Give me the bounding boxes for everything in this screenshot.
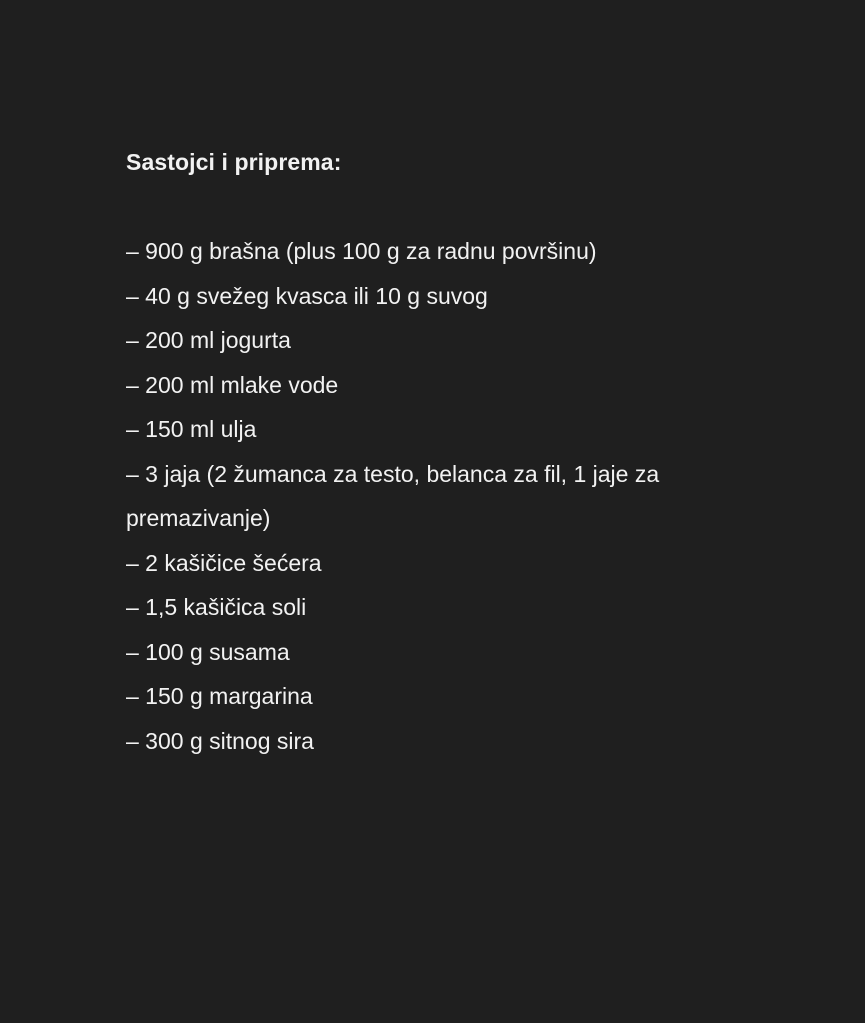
ingredient-item: – 150 ml ulja xyxy=(126,416,257,442)
ingredient-item: – 3 jaja (2 žumanca za testo, belanca za fil, 1 jaje za premazivanje) xyxy=(126,460,660,531)
ingredient-item: – 200 ml jogurta xyxy=(126,327,291,353)
ingredients-heading: Sastojci i priprema: xyxy=(126,149,342,175)
ingredient-item: – 150 g margarina xyxy=(126,683,313,709)
ingredient-item: – 300 g sitnog sira xyxy=(126,727,314,754)
recipe-text-block xyxy=(126,143,766,763)
ingredient-item: – 100 g susama xyxy=(126,638,290,665)
ingredient-item: – 2 kašičice šećera xyxy=(126,549,322,576)
ingredients-list xyxy=(126,229,766,763)
ingredient-item: – 40 g svežeg kvasca ili 10 g suvog xyxy=(126,282,488,309)
ingredient-item: – 200 ml mlake vode xyxy=(126,371,339,398)
ingredient-item: – 900 g brašna (plus 100 g za radnu površinu) xyxy=(126,238,597,264)
ingredient-item: – 1,5 kašičica soli xyxy=(126,594,307,620)
